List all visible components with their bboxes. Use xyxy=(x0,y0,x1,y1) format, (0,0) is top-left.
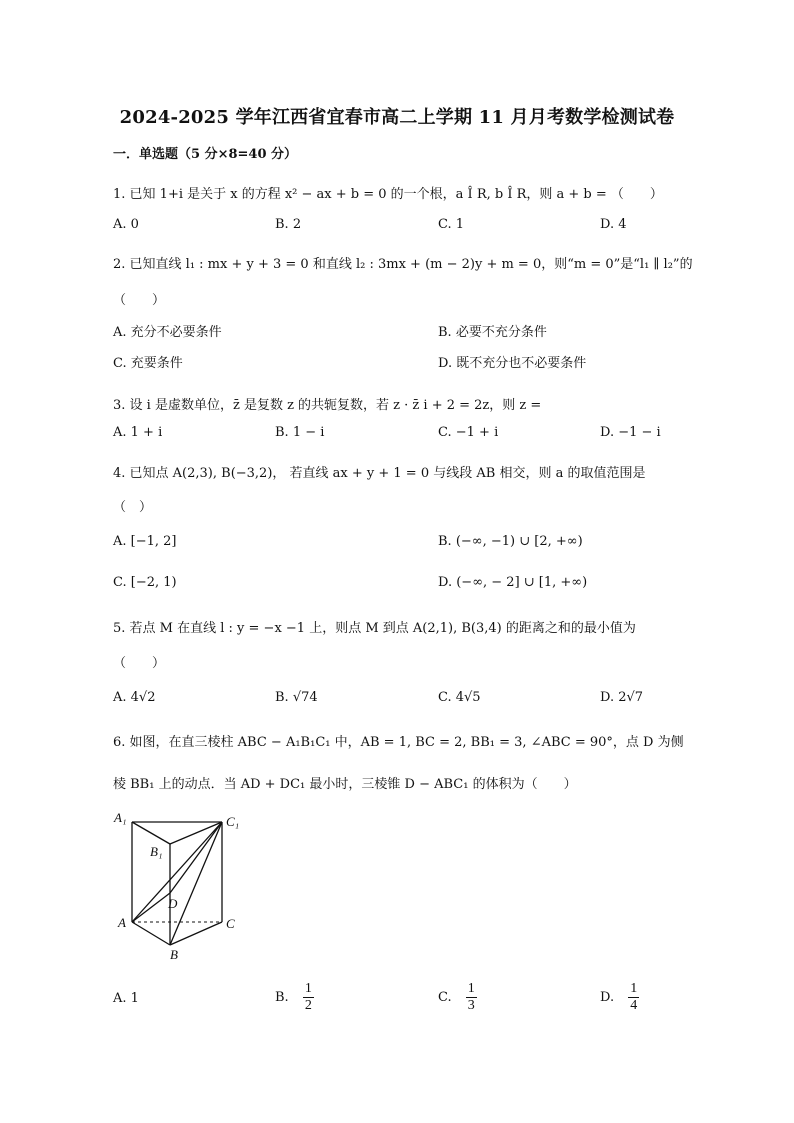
label-a: A xyxy=(118,915,126,930)
q2-option-d: D. 既不充分也不必要条件 xyxy=(438,356,587,371)
label-c: C xyxy=(226,916,235,931)
label-c1: C₁ xyxy=(226,814,240,829)
question-2-stem-cont: （ ） xyxy=(113,293,166,308)
label-d: D xyxy=(168,896,178,911)
q6-option-b-letter: B. xyxy=(275,990,289,1005)
q5-option-c: C. 4√5 xyxy=(438,690,481,705)
fraction-numerator: 1 xyxy=(630,981,638,996)
q2-option-b: B. 必要不充分条件 xyxy=(438,325,547,340)
q6-option-b-fraction xyxy=(303,981,314,1014)
question-1-stem: 1. 已知 1+i 是关于 x 的方程 x² − ax + b = 0 的一个根，a Î R, b Î R，则 a + b = （ ） xyxy=(113,187,663,202)
question-6-stem: 6. 如图，在直三棱柱 ABC − A₁B₁C₁ 中，AB = 1, BC = 2, BB₁ = 3, ∠ABC = 90°，点 D 为侧 xyxy=(113,735,684,750)
label-a1: A₁ xyxy=(114,810,127,825)
q1-option-c: C. 1 xyxy=(438,217,465,232)
q3-option-b: B. 1 − i xyxy=(275,425,325,440)
q6-option-a: A. 1 xyxy=(113,991,139,1006)
q1-option-d: D. 4 xyxy=(600,217,627,232)
q5-option-a: A. 4√2 xyxy=(113,690,156,705)
prism-figure xyxy=(110,808,260,968)
q6-option-c-fraction xyxy=(466,981,477,1014)
q5-option-b: B. √74 xyxy=(275,690,318,705)
q2-option-a: A. 充分不必要条件 xyxy=(113,325,222,340)
q5-option-d: D. 2√7 xyxy=(600,690,644,705)
fraction-denominator: 2 xyxy=(304,998,312,1013)
q6-option-b xyxy=(275,981,314,1014)
fraction-numerator: 1 xyxy=(304,981,312,996)
q3-option-a: A. 1 + i xyxy=(113,425,163,440)
question-4-stem: 4. 已知点 A(2,3), B(−3,2)， 若直线 ax + y + 1 = 0 与线段 AB 相交，则 a 的取值范围是 xyxy=(113,466,646,481)
section-heading: 一．单选题（5 分×8=40 分） xyxy=(113,147,298,162)
q6-option-c-letter: C. xyxy=(438,990,452,1005)
q1-option-a: A. 0 xyxy=(113,217,139,232)
fraction-denominator: 4 xyxy=(630,998,638,1013)
q6-option-d-letter: D. xyxy=(600,990,615,1005)
fraction-numerator: 1 xyxy=(467,981,475,996)
fraction-denominator: 3 xyxy=(467,998,475,1013)
q4-option-d: D. (−∞, − 2] ∪ [1, +∞) xyxy=(438,575,588,590)
q1-option-b: B. 2 xyxy=(275,217,302,232)
q6-option-c xyxy=(438,981,477,1014)
question-5-stem-cont: （ ） xyxy=(113,656,166,671)
page-title: 2024-2025 学年江西省宜春市高二上学期 11 月月考数学检测试卷 xyxy=(119,107,675,128)
label-b: B xyxy=(170,947,178,962)
q4-option-a: A. [−1, 2] xyxy=(113,534,177,549)
question-6-stem-cont: 棱 BB₁ 上的动点．当 AD + DC₁ 最小时，三棱锥 D − ABC₁ 的体积为（ ） xyxy=(113,777,577,792)
q3-option-c: C. −1 + i xyxy=(438,425,499,440)
question-3-stem: 3. 设 i 是虚数单位，z̄ 是复数 z 的共轭复数，若 z · z̄ i + 2 = 2z，则 z = xyxy=(113,398,542,413)
question-5-stem: 5. 若点 M 在直线 l : y = −x −1 上，则点 M 到点 A(2,1), B(3,4) 的距离之和的最小值为 xyxy=(113,621,636,636)
q6-option-d xyxy=(600,981,639,1014)
q2-option-c: C. 充要条件 xyxy=(113,356,183,371)
q6-option-d-fraction xyxy=(628,981,639,1014)
q4-option-b: B. (−∞, −1) ∪ [2, +∞) xyxy=(438,534,583,549)
label-b1: B₁ xyxy=(150,844,163,859)
question-2-stem: 2. 已知直线 l₁ : mx + y + 3 = 0 和直线 l₂ : 3mx + (m − 2)y + m = 0，则“m = 0”是“l₁ ∥ l₂”的 xyxy=(113,257,693,272)
question-4-stem-cont: （ ） xyxy=(113,500,153,515)
q4-option-c: C. [−2, 1) xyxy=(113,575,177,590)
q3-option-d: D. −1 − i xyxy=(600,425,661,440)
